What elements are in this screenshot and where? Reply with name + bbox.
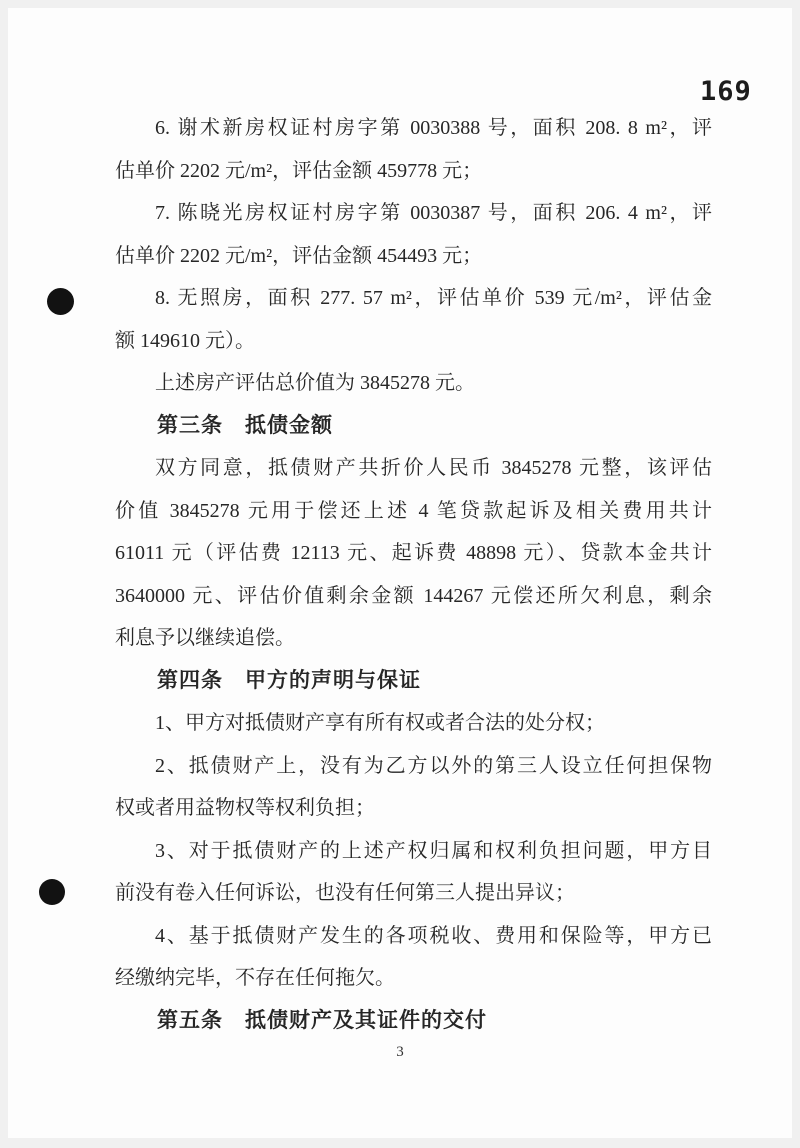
text-line: 第三条 抵债金额 — [157, 413, 333, 437]
text-line: 4、基于抵债财产发生的各项税收、费用和保险等，甲方已 — [155, 924, 712, 947]
text-line: 3640000 元、评估价值剩余金额 144267 元偿还所欠利息，剩余 — [115, 584, 712, 607]
hole-punch-dot-top — [47, 288, 74, 315]
text-line: 双方同意，抵债财产共折价人民币 3845278 元整，该评估 — [155, 457, 712, 479]
text-line: 第五条 抵债财产及其证件的交付 — [157, 1008, 487, 1032]
hole-punch-dot-bottom — [39, 879, 65, 905]
text-line: 2、抵债财产上，没有为乙方以外的第三人设立任何担保物 — [155, 754, 712, 777]
document-page — [8, 8, 792, 1138]
text-line: 利息予以继续追偿。 — [115, 627, 295, 649]
text-line: 1、甲方对抵债财产享有所有权或者合法的处分权； — [155, 712, 605, 734]
text-line: 第四条 甲方的声明与保证 — [157, 668, 421, 692]
text-line: 额 149610 元）。 — [115, 329, 255, 352]
text-line: 61011 元（评估费 12113 元、起诉费 48898 元）、贷款本金共计 — [115, 542, 712, 564]
text-line: 8. 无照房，面积 277. 57 m²，评估单价 539 元/m²，评估金 — [155, 287, 712, 309]
text-line: 经缴纳完毕，不存在任何拖欠。 — [115, 967, 395, 989]
text-line: 6. 谢术新房权证村房字第 0030388 号，面积 208. 8 m²，评 — [155, 117, 712, 139]
text-line: 3、对于抵债财产的上述产权归属和权利负担问题，甲方目 — [155, 839, 712, 862]
text-line: 前没有卷入任何诉讼，也没有任何第三人提出异议； — [115, 882, 575, 904]
text-line: 7. 陈晓光房权证村房字第 0030387 号，面积 206. 4 m²，评 — [155, 202, 712, 224]
archive-page-number: 169 — [700, 76, 752, 107]
text-line: 估单价 2202 元/m²，评估金额 459778 元； — [115, 159, 483, 182]
page-footer-number: 3 — [396, 1044, 404, 1060]
text-line: 估单价 2202 元/m²，评估金额 454493 元； — [115, 244, 483, 267]
text-line: 权或者用益物权等权利负担； — [115, 797, 375, 819]
document-content — [115, 107, 712, 1042]
text-line: 上述房产评估总价值为 3845278 元。 — [155, 372, 475, 394]
text-line: 价值 3845278 元用于偿还上述 4 笔贷款起诉及相关费用共计 — [115, 499, 712, 522]
